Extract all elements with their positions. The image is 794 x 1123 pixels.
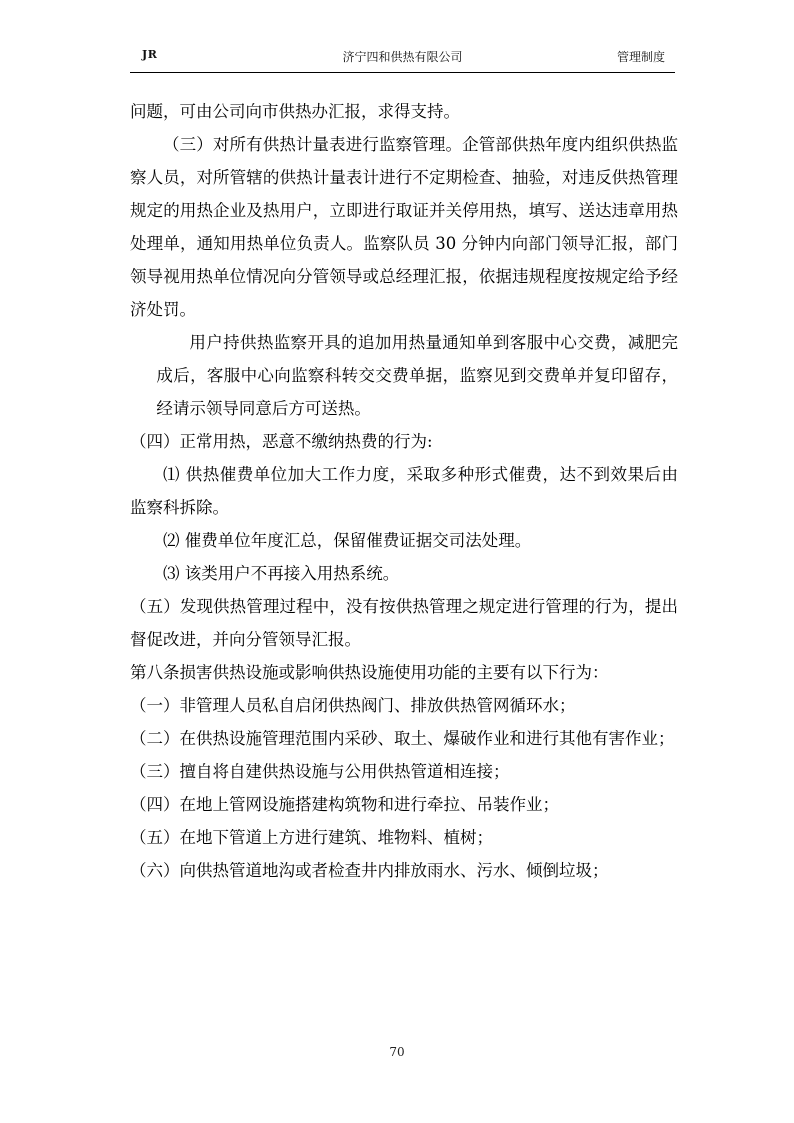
paragraph: ⑵ 催费单位年度汇总，保留催费证据交司法处理。 [163,531,532,550]
paragraph: （六）向供热管道地沟或者检查井内排放雨水、污水、倾倒垃圾； [130,861,609,880]
paragraph: ⑶ 该类用户不再接入用热系统。 [163,564,400,583]
header-mark: JR [142,48,158,61]
paragraph: 用户持供热监察开具的追加用热量通知单到客服中心交费，减肥完成后，客服中心向监察科转交交费单据，监察见到交费单并复印留存，经请示领导同意后方可送热。 [156,333,678,418]
paragraph: 第八条损害供热设施或影响供热设施使用功能的主要有以下行为： [130,663,609,682]
paragraph: 问题，可由公司向市供热办汇报，求得支持。 [130,102,460,121]
paragraph: ⑴ 供热催费单位加大工作力度，采取多种形式催费，达不到效果后由监察科拆除。 [130,465,678,517]
header-doc-type: 管理制度 [616,50,665,64]
paragraph: （一）非管理人员私自启闭供热阀门、排放供热管网循环水； [130,696,576,715]
paragraph: （四）正常用热，恶意不缴纳热费的行为: [130,432,433,451]
header-company-name: 济宁四和供热有限公司 [342,50,463,64]
document-body [130,95,678,887]
page-number: 70 [389,1045,405,1059]
paragraph: （二）在供热设施管理范围内采砂、取土、爆破作业和进行其他有害作业； [130,729,675,748]
paragraph: （三）对所有供热计量表进行监察管理。企管部供热年度内组织供热监察人员，对所管辖的供热计量表计进行不定期检查、抽验，对违反供热管理规定的用热企业及热用户，立即进行取证并关停用热，填写、送达违章用热处理单，通知用热单位负责人。监察队员 30 分钟内向部门领导汇报，部门领导视用热单位情况向分管领导或总经理汇报，依据违规程度按规定给予经济处罚。 [130,135,678,319]
paragraph: （五）发现供热管理过程中，没有按供热管理之规定进行管理的行为，提出督促改进，并向分管领导汇报。 [130,597,678,649]
paragraph: （四）在地上管网设施搭建构筑物和进行牵拉、吊装作业； [130,795,559,814]
paragraph: （三）擅自将自建供热设施与公用供热管道相连接； [130,762,510,781]
page-header [130,44,675,73]
paragraph-block [156,326,678,425]
paragraph: （五）在地下管道上方进行建筑、堆物料、植树； [130,828,493,847]
